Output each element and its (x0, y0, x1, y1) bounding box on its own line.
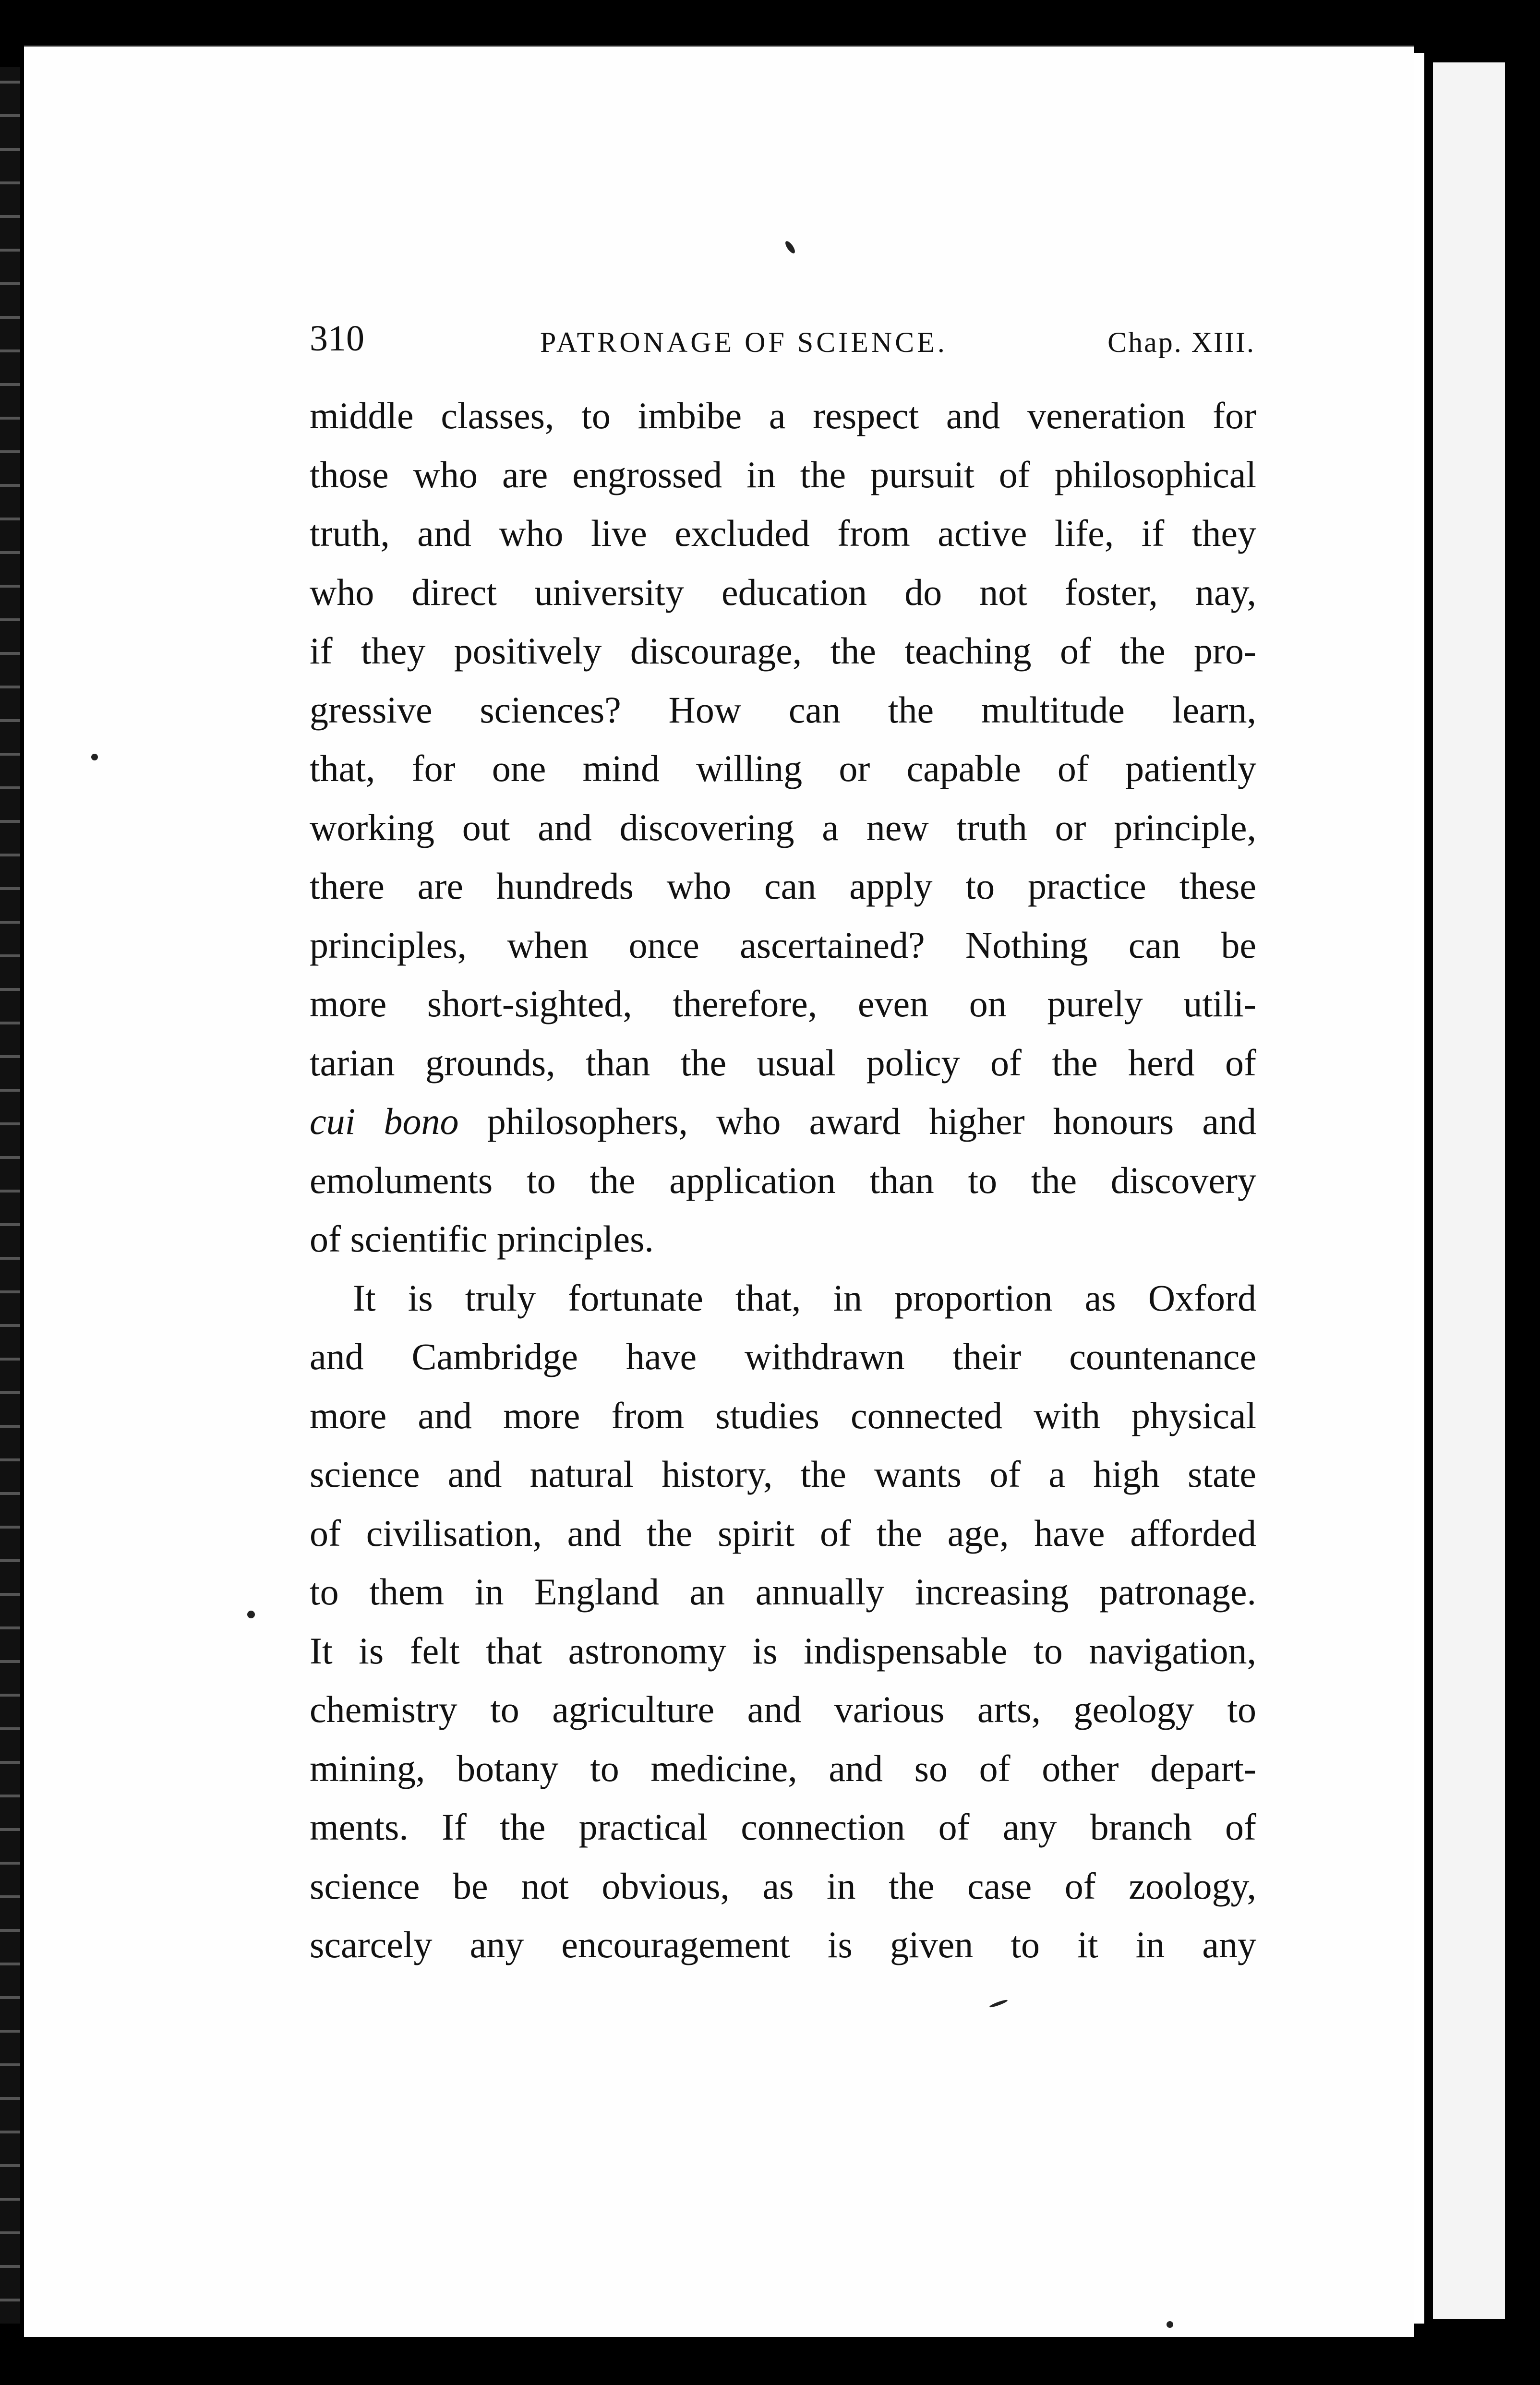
text-line: science be not obvious, as in the case of zoology, (310, 1865, 1256, 1907)
scan-speck (1167, 2321, 1173, 2328)
text-line: those who are engrossed in the pursuit of philosophical (310, 453, 1256, 495)
text-line: of civilisation, and the spirit of the age, have afforded (310, 1512, 1256, 1554)
page-body (310, 386, 1256, 1975)
book-spine-edge (0, 67, 20, 2324)
text-line: chemistry to agriculture and various arts, geology to (310, 1688, 1256, 1730)
chapter-reference: Chap. XIII. (1107, 326, 1255, 358)
paragraph-2 (310, 1269, 1256, 1975)
text-line: who direct university education do not foster, nay, (310, 571, 1256, 613)
text-line: and Cambridge have withdrawn their countenance (310, 1336, 1256, 1377)
running-title: PATRONAGE OF SCIENCE. (540, 326, 948, 358)
text-line-rest: philosophers, who award higher honours and (458, 1100, 1257, 1142)
text-line: if they positively discourage, the teaching of the pro- (310, 630, 1256, 672)
italic-phrase: cui bono (310, 1100, 459, 1142)
text-line: middle classes, to imbibe a respect and veneration for (310, 395, 1256, 436)
text-line: tarian grounds, than the usual policy of the herd of (310, 1041, 1256, 1084)
text-line: It is truly fortunate that, in proportion as Oxford (353, 1277, 1256, 1319)
page-header (310, 312, 1255, 370)
text-line: mining, botany to medicine, and so of other depart- (310, 1747, 1256, 1789)
text-line: ments. If the practical connection of any branch of (310, 1806, 1256, 1848)
text-line: working out and discovering a new truth or principle, (310, 806, 1256, 848)
scan-speck (91, 754, 98, 760)
text-line: more short-sighted, therefore, even on purely utili- (310, 983, 1256, 1024)
scan-speck (247, 1611, 255, 1618)
text-line: science and natural history, the wants of a high state (310, 1453, 1256, 1495)
text-line (310, 1092, 1256, 1151)
text-line: It is felt that astronomy is indispensable to navigation, (310, 1629, 1256, 1672)
text-line: of scientific principles. (310, 1218, 654, 1260)
text-line: truth, and who live excluded from active life, if they (310, 512, 1256, 554)
page-number: 310 (310, 318, 364, 359)
text-line: that, for one mind willing or capable of patiently (310, 747, 1256, 789)
text-line: more and more from studies connected with physical (310, 1394, 1256, 1436)
text-line: scarcely any encouragement is given to it in any (310, 1924, 1256, 1965)
text-line: gressive sciences? How can the multitude learn, (310, 688, 1256, 731)
text-line: emoluments to the application than to the discovery (310, 1159, 1256, 1201)
text-line: there are hundreds who can apply to practice these (310, 865, 1256, 907)
text-line: to them in England an annually increasing patronage. (310, 1571, 1256, 1613)
page-edge (1414, 53, 1424, 2324)
facing-page-edge (1433, 62, 1505, 2319)
text-line: principles, when once ascertained? Nothing can be (310, 924, 1256, 966)
paragraph-1 (310, 386, 1256, 1269)
